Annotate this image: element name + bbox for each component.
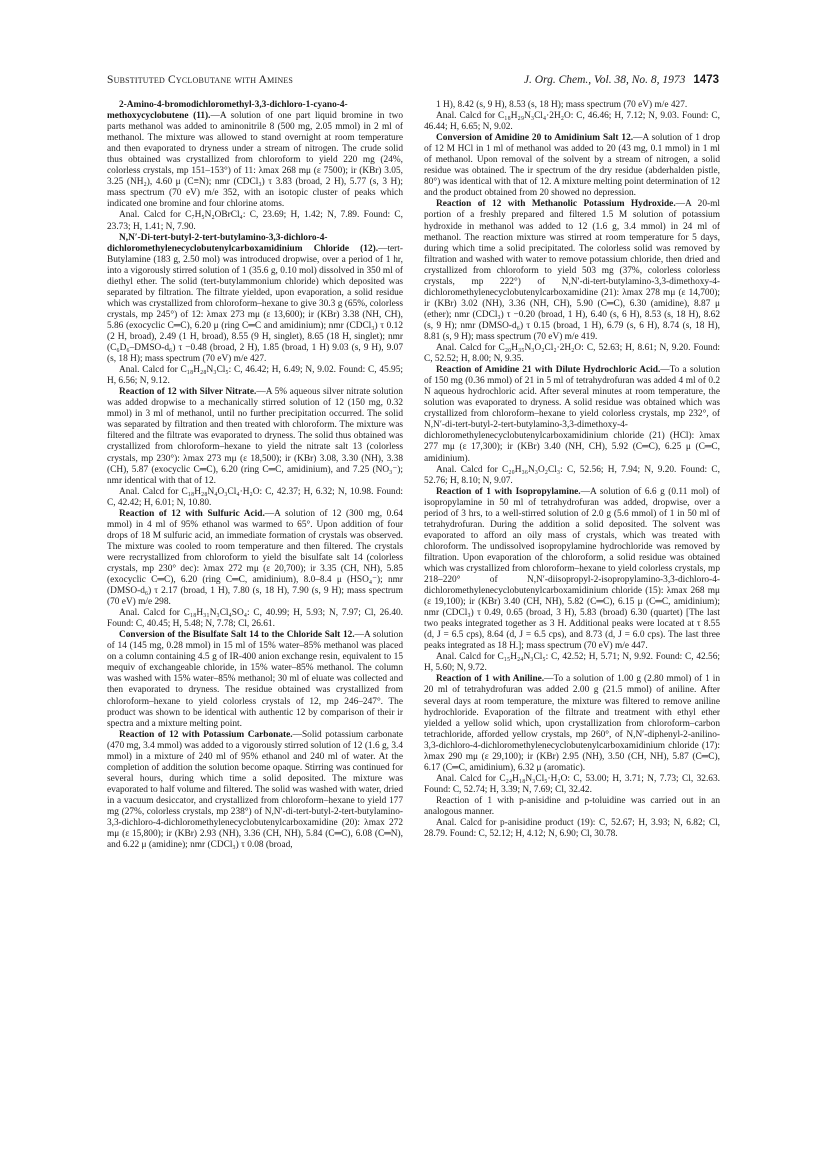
paragraph	[424, 674, 720, 773]
paragraph	[107, 387, 403, 486]
paragraph	[424, 796, 720, 818]
journal-name: J. Org. Chem., Vol. 38, No. 8, 1973	[523, 74, 686, 86]
paragraph-body: Anal. Calcd for C₁₈H₂₈N₃Cl₅: C, 46.42; H, 6.49; N, 9.02. Found: C, 45.95; H, 6.56; N, 9.12.	[107, 365, 403, 387]
paragraph-body: Anal. Calcd for C₁₅H₂₄N₃Cl₅: C, 42.52; H, 5.71; N, 9.92. Found: C, 42.56; H, 5.60; N, 9.72.	[424, 652, 720, 674]
paragraph-body: —A 5% aqueous silver nitrate solution was added dropwise to a mechanically stirred solution of 12 (150 mg, 0.32 mmol) in 3 ml of methanol, until no further precipitation occurred. The solid was separated by filtration and then treated with chloroform. The mixture was filtered and the filtrate was evaporated to dryness. The solid thus obtained was crystallized from chloroform–hexane to yield the nitrate salt 13 (colorless crystals, mp 230°): λmax 273 mμ (ε 18,500); ir (KBr) 3.08, 3.30 (NH), 3.38 (CH), 5.87 (exocyclic C═C), 6.20 (ring C═C, amidinium), and 7.25 (NO₃⁻); nmr identical with that of 12.	[107, 387, 403, 486]
paragraph-body: —A solution of 1 drop of 12 M HCl in 1 ml of methanol was added to 20 (43 mg, 0.1 mmol) in 1 ml of methanol. Upon removal of the solvent by a stream of nitrogen, a solid residue was obtained. The ir spectrum of the dry residue (abderhalden pistle, 80°) was identical with that of 12. A mixture melting point determination of 12 and the product obtained from 20 showed no depression.	[424, 133, 720, 199]
paragraph	[107, 487, 403, 509]
paragraph	[424, 100, 720, 111]
paragraph-body: —tert-Butylamine (183 g, 2.50 mol) was introduced dropwise, over a period of 1 hr, into a vigorously stirred solution of 1 (35.6 g, 0.10 mol) dissolved in 350 ml of diethyl ether. The solid (tert-butylammonium chloride) which deposited was separated by filtration. The filtrate yielded, upon evaporation, a solid residue which was crystallized from chloroform–hexane to give 30.3 g (65%, colorless crystals, mp 245°) of 12: λmax 273 mμ (ε 13,600); ir (KBr) 3.38 (NH, CH), 5.86 (exocyclic C═C), 6.20 μ (ring C═C and amidinium); nmr (CDCl₃) τ 0.12 (2 H, broad), 2.49 (1 H, broad), 8.55 (9 H, singlet), 8.65 (18 H, singlet); nmr (C₆D₆–DMSO-d₆) τ −0.48 (broad, 2 H), 1.85 (broad, 1 H) 9.03 (s, 9 H), 9.07 (s, 18 H); mass spectrum (70 eV) m/e 427.	[107, 243, 403, 365]
paragraph	[107, 730, 403, 852]
left-column	[107, 100, 403, 1140]
paragraph	[424, 487, 720, 653]
paragraph-title: Reaction of 12 with Sulfuric Acid.	[119, 508, 265, 519]
paragraph-body: Anal. Calcd for C₁₈H₂₉N₃Cl₄·2H₂O: C, 46.46; H, 7.12; N, 9.03. Found: C, 46.44; H, 6.65; N, 9.02.	[424, 111, 720, 133]
paragraph-body: Anal. Calcd for C₁₈H₃₁N₃Cl₄SO₄: C, 40.99; H, 5.93; N, 7.97; Cl, 26.40. Found: C, 40.45; H, 5.48; N, 7.78; Cl, 26.61.	[107, 608, 403, 630]
paragraph-body: —A solution of 14 (145 mg, 0.28 mmol) in 15 ml of 15% water–85% methanol was placed on a column containing 4.5 g of IR-400 anion exchange resin, equivalent to 15 mequiv of exchangeable chloride, in 15% water–85% methanol. The column was washed with 15% water–85% methanol; 30 ml of eluate was collected and then evaporated to dryness. The residue obtained was crystallized from chloroform–hexane to yield colorless crystals of 12, mp 246–247°. The product was shown to be identical with authentic 12 by comparison of their ir spectra and a mixture melting point.	[107, 630, 403, 729]
right-column	[424, 100, 720, 1140]
paragraph	[424, 365, 720, 464]
paragraph	[424, 774, 720, 796]
paragraph	[424, 199, 720, 343]
running-title: Substituted Cyclobutane with Amines	[107, 74, 294, 86]
paragraph	[107, 210, 403, 232]
paragraph-body: —To a solution of 150 mg (0.36 mmol) of 21 in 5 ml of tetrahydrofuran was added 4 ml of 0.2 N aqueous hydrochloric acid. After several minutes at room temperature, the solution was evaporated to dryness. A solid residue was obtained which was crystallized from chloroform–hexane to yield colorless crystals, mp 232°, of N,N′-di-tert-butyl-2-tert-butylamino-3,3-dimethoxy-4-dichloromethylenecyclobutenylcarboxamidinium chloride (21) (HCl): λmax 277 mμ (ε 17,300); ir (KBr) 3.40 (NH, CH), 5.92 (C═C), 6.25 μ (C═C, amidinium).	[424, 365, 720, 464]
paragraph-title: Reaction of 12 with Methanolic Potassium Hydroxide.	[436, 199, 676, 210]
journal-citation	[524, 74, 719, 86]
paragraph-body: —A solution of 6.6 g (0.11 mol) of isopropylamine in 50 ml of tetrahydrofuran was added, dropwise, over a period of 3 hrs, to a well-stirred solution of 2.0 g (5.6 mmol) of 1 in 50 ml of tetrahydrofuran. During the addition a solid deposited. The solvent was evaporated to afford an oily mass of crystals, which was treated with chloroform. The undissolved isopropylamine hydrochloride was removed by filtration. Upon evaporation of the chloroform, a solid residue was obtained which was crystallized from chloroform–hexane to yield colorless crystals, mp 218–220° of N,N′-diisopropyl-2-isopropylamino-3,3-dichloro-4-dichloromethylenecyclobutenylcarboxamidinium chloride (15): λmax 268 mμ (ε 19,100); ir (KBr) 3.40 (CH, NH), 5.82 (C═C), 6.15 μ (C═C, amidinium); nmr (CDCl₃) τ 0.49, 0.65 (broad, 3 H), 5.83 (broad) 6.30 (quartet) [The last two peaks integrated together as 3 H. Additional peaks were located at τ 8.55 (d, J = 6.5 cps), 8.64 (d, J = 6.5 cps), and 8.73 (d, J = 6.0 cps). The last three peaks integrated as 18 H.]; mass spectrum (70 eV) m/e 447.	[424, 486, 720, 652]
paragraph-title: Conversion of Amidine 20 to Amidinium Salt 12.	[436, 133, 634, 144]
paragraph-title: Reaction of Amidine 21 with Dilute Hydrochloric Acid.	[436, 365, 661, 376]
paragraph	[107, 509, 403, 608]
paragraph-title: N,N′-Di-tert-butyl-2-tert-butylamino-3,3-dichloro-4-dichloromethylenecyclobutenylcarboxamidinium Chloride (12).	[107, 232, 379, 254]
paragraph	[424, 465, 720, 487]
paragraph	[424, 343, 720, 365]
paragraph	[424, 818, 720, 840]
paragraph-body: Anal. Calcd for p-anisidine product (19): C, 52.67; H, 3.93; N, 6.82; Cl, 28.79. Found: C, 52.12; H, 4.12; N, 6.90; Cl, 30.78.	[424, 818, 720, 840]
paragraph-body: Anal. Calcd for C₂₀H₃₅N₃O₂Cl₂·2H₂O: C, 52.63; H, 8.61; N, 9.20. Found: C, 52.52; H, 8.00; N, 9.35.	[424, 343, 720, 365]
paragraph	[107, 365, 403, 387]
paragraph-title: Conversion of the Bisulfate Salt 14 to the Chloride Salt 12.	[119, 630, 355, 641]
paragraph	[424, 111, 720, 133]
paragraph-body: —A 20-ml portion of a freshly prepared and filtered 1.5 M solution of potassium hydroxide in methanol was added to 12 (1.6 g, 3.4 mmol) in 24 ml of methanol. The reaction mixture was stirred at room temperature for 5 days, during which time a solid precipitated. The colorless solid was removed by filtration and washed with water to remove potassium chloride, then dried and crystallized from chloroform to yield 503 mg (37%, colorless colorless crystals, mp 222°) of N,N′-di-tert-butylamino-3,3-dimethoxy-4-dichloromethylenecyclobutenylcarboxamidine (21): λmax 278 mμ (ε 14,700); ir (KBr) 3.02 (NH), 3.36 (NH, CH), 5.90 (C═C), 6.30 (amidine), 8.87 μ (ether); nmr (CDCl₃) τ −0.20 (broad, 1 H), 6.40 (s, 6 H), 8.53 (s, 18 H), 8.62 (s, 9 H); nmr (DMSO-d₆) τ 0.15 (broad, 1 H), 6.79 (s, 6 H), 8.74 (s, 18 H), 8.81 (s, 9 H); mass spectrum (70 eV) m/e 419.	[424, 199, 720, 342]
paragraph	[107, 608, 403, 630]
paragraph-body: —A solution of one part liquid bromine in two parts methanol was added to aminonitrile 8 (500 mg, 2.05 mmol) in 2 ml of methanol. The mixture was allowed to stand overnight at room temperature and then evaporated to dryness under a stream of nitrogen. The crude solid thus obtained was crystallized from chloroform to yield 220 mg (24%, colorless crystals, mp 151–153°) of 11: λmax 268 mμ (ε 7500); ir (KBr) 3.05, 3.25 (NH₂), 4.60 μ (C≡N); nmr (CDCl₃) τ 3.83 (broad, 2 H), 5.77 (s, 3 H); mass spectrum (70 eV) m/e 352, with an isotopic cluster of peaks which indicated one bromine and four chlorine atoms.	[107, 111, 403, 210]
paragraph-body: —Solid potassium carbonate (470 mg, 3.4 mmol) was added to a vigorously stirred solution of 12 (1.6 g, 3.4 mmol) in a mixture of 240 ml of 95% ethanol and 240 ml of water. At the completion of addition the solution become opaque. Stirring was continued for several hours, during which time a solid deposited. The mixture was evaporated to half volume and filtered. The solid was washed with water, dried in a vacuum desiccator, and crystallized from chloroform–hexane to yield 177 mg (27%, colorless crystals, mp 238°) of N,N′-di-tert-butyl-2-tert-butylamino-3,3-dichloro-4-dichloromethylenecyclobutenylcarboxamidine (20): λmax 272 mμ (ε 15,800); ir (KBr) 2.93 (NH), 3.36 (CH, NH), 5.84 (C═C), 6.08 (C═N), and 6.22 μ (amidine); nmr (CDCl₃) τ 0.08 (broad,	[107, 729, 403, 851]
page-number: 1473	[693, 74, 719, 86]
paragraph-body: Anal. Calcd for C₂₀H₃₆N₃O₂Cl₃: C, 52.56; H, 7.94; N, 9.20. Found: C, 52.76; H, 8.10; N, 9.07.	[424, 464, 720, 486]
paragraph	[107, 630, 403, 729]
paragraph-title: Reaction of 1 with Aniline.	[436, 674, 545, 685]
paragraph-body: —To a solution of 1.00 g (2.80 mmol) of 1 in 20 ml of tetrahydrofuran was added 2.00 g (21.5 mmol) of aniline. After several days at room temperature, the mixture was filtered to remove aniline hydrochloride. Evaporation of the filtrate and treatment with ethyl ether yielded a yellow solid which, upon crystallization from chloroform–carbon tetrachloride, afforded yellow crystals, mp 260°, of N,N′-diphenyl-2-anilino-3,3-dichloro-4-dichloromethylenecyclobutenylcarboxamidinium chloride (17): λmax 290 mμ (ε 29,100); ir (KBr) 2.95 (NH), 3.50 (CH, NH), 5.87 (C═C), 6.17 (C═C, amidinium), 6.32 μ (aromatic).	[424, 674, 720, 773]
paragraph	[424, 133, 720, 199]
paragraph-body: —A solution of 12 (300 mg, 0.64 mmol) in 4 ml of 95% ethanol was warmed to 65°. Upon addition of four drops of 18 M sulfuric acid, an immediate formation of crystals was observed. The mixture was cooled to room temperature and then filtered. The crystals were recrystallized from chloroform to yield the bisulfate salt 14 (colorless crystals, mp 230° dec): λmax 272 mμ (ε 20,700); ir 3.35 (CH, NH), 5.85 (exocyclic C═C), 6.20 (ring C═C, amidinium), 8.0–8.4 μ (HSO₄⁻); nmr (DMSO-d₆) τ 2.17 (broad, 1 H), 7.80 (s, 18 H), 7.90 (s, 9 H); mass spectrum (70 eV) m/e 298.	[107, 508, 403, 608]
paragraph	[424, 652, 720, 674]
paragraph-title: Reaction of 12 with Potassium Carbonate.	[119, 729, 293, 740]
paragraph-title: Reaction of 12 with Silver Nitrate.	[119, 387, 257, 398]
paragraph-title: 2-Amino-4-bromodichloromethyl-3,3-dichloro-1-cyano-4-methoxycyclobutene (11).	[107, 100, 348, 122]
paragraph-body: Anal. Calcd for C₁₈H₂₈N₄O₃Cl₄·H₂O: C, 42.37; H, 6.32; N, 10.98. Found: C, 42.42; H, 6.01; N, 10.80.	[107, 486, 403, 508]
paragraph-title: Reaction of 1 with Isopropylamine.	[436, 486, 581, 497]
paragraph-body: Anal. Calcd for C₇H₅N₂OBrCl₄: C, 23.69; H, 1.42; N, 7.89. Found: C, 23.73; H, 1.41; N, 7.90.	[107, 210, 403, 232]
paragraph-body: 1 H), 8.42 (s, 9 H), 8.53 (s, 18 H); mass spectrum (70 eV) m/e 427.	[436, 100, 688, 110]
running-header	[107, 74, 719, 90]
paragraph	[107, 233, 403, 366]
paragraph	[107, 100, 403, 210]
paragraph-body: Reaction of 1 with p-anisidine and p-toluidine was carried out in an analogous manner.	[424, 795, 720, 817]
paragraph-body: Anal. Calcd for C₂₄H₁₈N₃Cl₅·H₂O: C, 53.00; H, 3.71; N, 7.73; Cl, 32.63. Found: C, 52.74; H, 3.39; N, 7.69; Cl, 32.42.	[424, 773, 720, 795]
